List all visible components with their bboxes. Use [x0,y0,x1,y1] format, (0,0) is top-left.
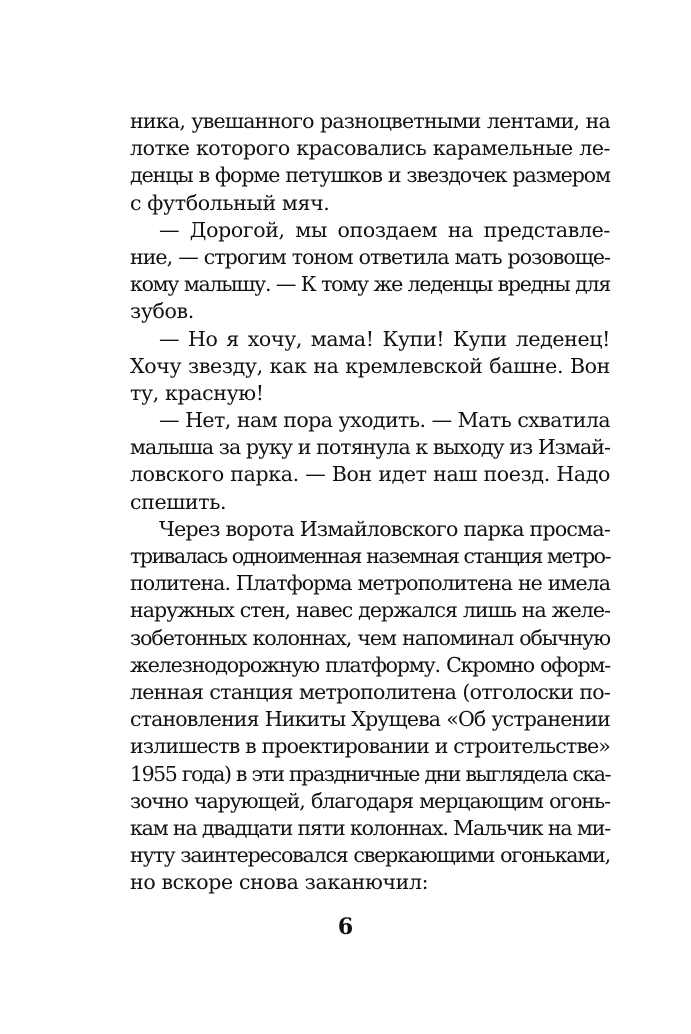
text-line: с футбольный мяч. [130,190,330,215]
text-line: становления Никиты Хрущева «Об устранении [130,707,610,732]
text-line: ника, увешанного разноцветными лентами, на [130,109,610,133]
text-line: 1955 года) в эти праздничные дни выглядела ска- [130,761,610,786]
text-line: зочно чарующей, благодаря мерцающим огонь- [130,788,610,813]
text-line: кому малышу. — К тому же леденцы вредны для [130,272,610,297]
body-text [130,108,610,896]
text-line: кам на двадцати пяти колоннах. Мальчик на ми- [130,815,610,840]
text-line: излишеств в проектировании и строительстве» [130,734,610,759]
text-line: тривалась одноименная наземная станция метро- [130,544,611,568]
text-line: ленная станция метрополитена (отголоски по- [130,679,610,704]
text-line: малыша за руку и потянула к выходу из Измай- [130,435,610,460]
text-line: железнодорожную платформу. Скромно оформ- [130,652,610,677]
text-line: ние, — строгим тоном ответила мать розовоще- [130,244,610,269]
text-line: лотке которого красовались карамельные ле- [130,136,610,161]
text-line: Через ворота Измайловского парка просма- [159,516,610,541]
text-line: зобетонных колоннах, чем напоминал обычную [130,625,610,650]
text-line: зубов. [130,299,194,324]
text-line: денцы в форме петушков и звездочек размером [130,163,610,188]
text-line: Хочу звезду, как на кремлевской башне. Вон [130,353,610,378]
text-line: — Но я хочу, мама! Купи! Купи леденец! [159,326,610,351]
text-line: нуту заинтересовался сверкающими огоньками, [130,843,610,868]
text-line: ловского парка. — Вон идет наш поезд. Надо [130,462,610,487]
text-line: наружных стен, навес держался лишь на желе- [130,598,610,623]
text-line: но вскоре снова заканючил: [130,870,429,895]
text-line: — Дорогой, мы опоздаем на представле- [159,217,610,242]
text-line: — Нет, нам пора уходить. — Мать схватила [159,408,610,433]
text-line: политена. Платформа метрополитена не имела [130,571,610,596]
text-line: ту, красную! [130,380,264,405]
text-line: спешить. [130,489,227,514]
page-number: 6 [337,914,354,940]
